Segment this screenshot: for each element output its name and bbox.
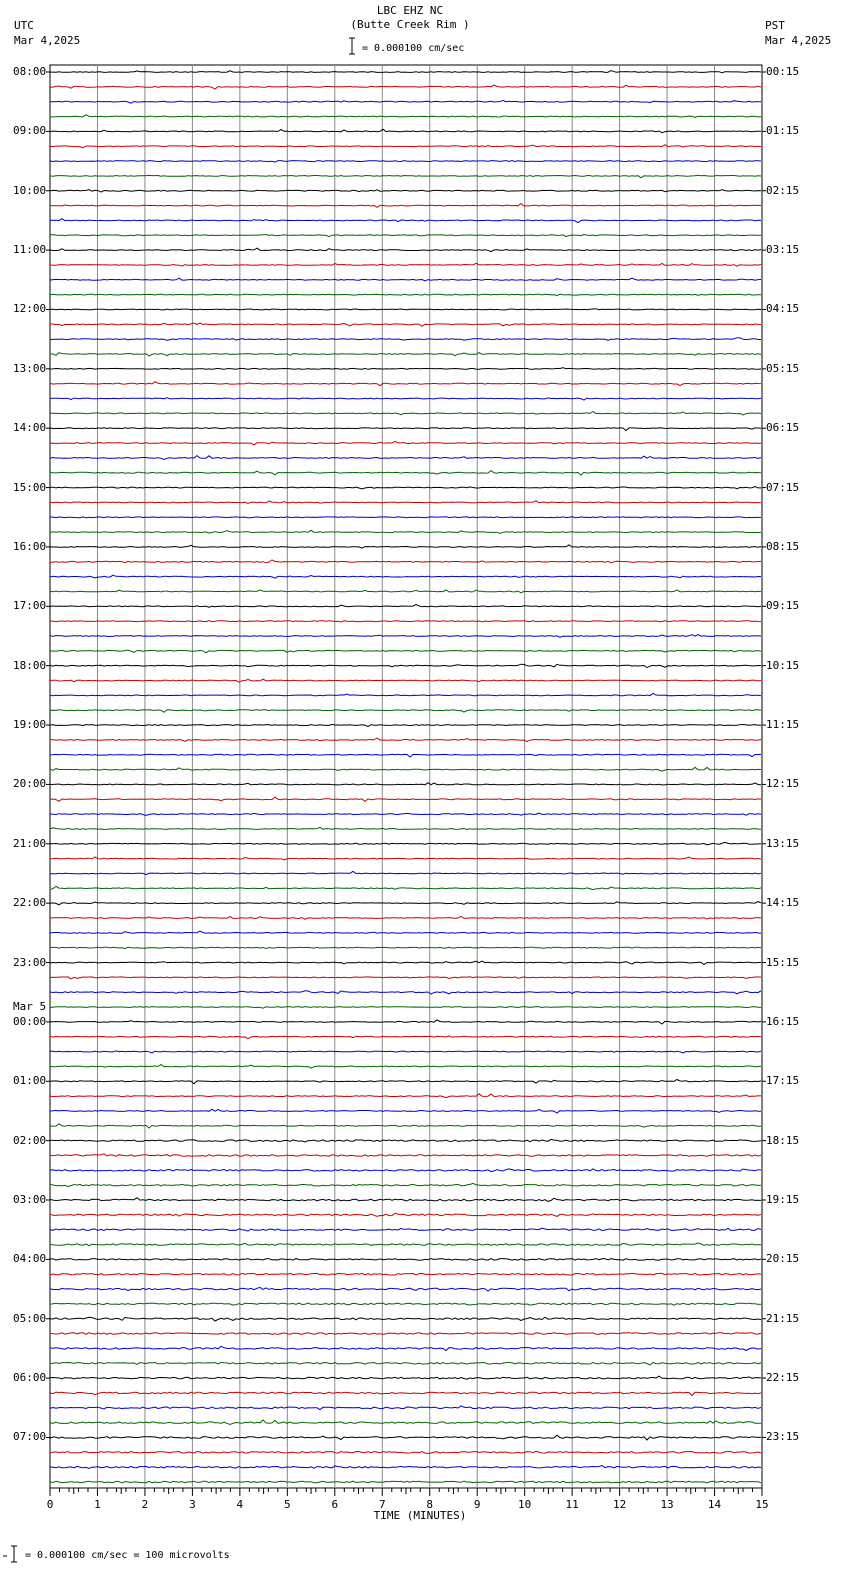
scale-text: = 0.000100 cm/sec [362, 43, 465, 54]
seismic-trace [50, 1481, 761, 1483]
seismic-trace [50, 1287, 761, 1291]
utc-hour-label: 20:00 [13, 777, 47, 791]
pst-hour-label: 09:15 [766, 599, 800, 613]
pst-hour-label: 16:15 [766, 1014, 800, 1028]
seismic-trace [50, 1169, 761, 1172]
x-tick-label: 7 [378, 1498, 386, 1511]
pst-hour-label: 17:15 [766, 1074, 800, 1088]
seismic-trace [50, 278, 761, 281]
seismic-trace [50, 441, 761, 445]
seismic-trace [50, 263, 761, 266]
seismic-trace [50, 1036, 761, 1039]
seismic-trace [50, 428, 761, 431]
seismic-trace [50, 1362, 761, 1365]
seismic-trace [50, 1183, 761, 1186]
seismic-trace [50, 1198, 761, 1202]
seismic-trace [50, 977, 761, 979]
seismic-trace [50, 175, 761, 178]
utc-hour-label: 13:00 [13, 361, 47, 375]
pst-hour-label: 13:15 [766, 836, 800, 850]
seismic-trace [50, 471, 761, 475]
seismic-trace [50, 1303, 761, 1305]
pst-hour-label: 19:15 [766, 1193, 800, 1206]
pst-hour-label: 15:15 [766, 955, 800, 969]
utc-hour-label: 19:00 [13, 718, 47, 732]
seismic-trace [50, 1392, 761, 1396]
seismic-trace [50, 947, 761, 948]
seismic-trace [50, 1451, 761, 1453]
seismic-trace [50, 575, 761, 578]
seismic-trace [50, 664, 761, 667]
date-change-label: Mar 5 [13, 999, 47, 1013]
seismic-trace [50, 1020, 761, 1024]
seismic-trace [50, 797, 761, 801]
utc-hour-label: 16:00 [13, 539, 47, 553]
seismic-trace [50, 1317, 761, 1321]
seismic-trace [50, 1213, 761, 1216]
seismic-trace [50, 1466, 761, 1469]
seismic-trace [50, 1406, 761, 1410]
seismic-trace [50, 1094, 761, 1098]
seismic-trace [50, 1080, 761, 1084]
seismic-trace [50, 783, 761, 785]
pst-date: Mar 4,2025 [765, 34, 832, 47]
seismic-trace [50, 679, 761, 682]
utc-hour-label: 06:00 [13, 1371, 47, 1385]
x-tick-label: 13 [660, 1498, 674, 1511]
pst-hour-label: 00:15 [766, 65, 800, 78]
seismic-trace [50, 1228, 761, 1231]
utc-hour-label: 15:00 [13, 480, 47, 494]
utc-hour-label: 03:00 [13, 1193, 47, 1206]
seismic-trace [50, 323, 761, 326]
pst-hour-label: 20:15 [766, 1252, 800, 1266]
seismic-trace [50, 560, 761, 563]
seismic-trace [50, 1109, 761, 1113]
utc-hour-label: 17:00 [13, 599, 47, 613]
seismic-trace [50, 517, 761, 518]
seismic-trace [50, 827, 761, 829]
x-tick-label: 14 [707, 1498, 722, 1511]
seismic-trace [50, 842, 761, 845]
seismic-trace [50, 190, 761, 193]
seismic-trace [50, 382, 761, 386]
seismic-trace [50, 813, 761, 815]
seismic-trace [50, 991, 761, 994]
x-tick-label: 10 [518, 1498, 532, 1511]
seismic-trace [50, 309, 761, 310]
seismic-trace [50, 161, 761, 163]
seismic-trace [50, 767, 761, 771]
utc-label: UTC [14, 19, 34, 32]
utc-hour-label: 10:00 [13, 183, 47, 197]
x-axis-label: TIME (MINUTES) [373, 1509, 467, 1522]
seismic-trace [50, 1154, 761, 1157]
utc-hour-label: 07:00 [13, 1430, 47, 1444]
pst-hour-label: 02:15 [766, 183, 800, 197]
x-tick-label: 15 [755, 1498, 769, 1511]
pst-label: PST [765, 19, 785, 32]
x-tick-label: 3 [189, 1498, 196, 1511]
seismic-trace [50, 115, 761, 118]
x-tick-label: 2 [141, 1498, 149, 1511]
seismic-trace [50, 916, 761, 919]
seismic-trace [50, 754, 761, 757]
seismic-trace [50, 1243, 761, 1246]
pst-hour-label: 14:15 [766, 896, 800, 910]
utc-hour-label: 23:00 [13, 955, 47, 969]
seismic-trace [50, 1139, 761, 1142]
seismic-trace [50, 1346, 761, 1350]
seismic-trace [50, 145, 761, 148]
seismic-trace [50, 605, 761, 608]
pst-hour-label: 22:15 [766, 1371, 800, 1385]
seismic-trace [50, 501, 761, 504]
x-tick-label: 8 [426, 1498, 434, 1511]
x-tick-label: 6 [331, 1498, 339, 1511]
station-location: (Butte Creek Rim ) [350, 18, 470, 31]
seismic-trace [50, 709, 761, 712]
seismic-trace [50, 204, 761, 208]
pst-hour-label: 01:15 [766, 124, 800, 138]
utc-hour-label: 01:00 [13, 1074, 47, 1088]
x-tick-label: 4 [236, 1498, 244, 1511]
utc-hour-label: 00:00 [13, 1014, 47, 1028]
utc-hour-label: 04:00 [13, 1252, 47, 1266]
utc-hour-label: 09:00 [13, 124, 47, 138]
x-tick-label: 1 [94, 1498, 101, 1511]
seismic-trace [50, 1420, 761, 1425]
seismic-trace [50, 1273, 761, 1275]
pst-hour-label: 10:15 [766, 658, 800, 672]
pst-hour-label: 23:15 [766, 1430, 800, 1444]
seismic-trace [50, 635, 761, 638]
utc-hour-label: 21:00 [13, 836, 47, 850]
x-tick-label: 9 [473, 1498, 481, 1511]
pst-hour-label: 07:15 [766, 480, 800, 494]
utc-hour-label: 18:00 [13, 658, 47, 672]
seismic-trace [50, 1435, 761, 1440]
seismic-trace [50, 235, 761, 237]
pst-hour-label: 21:15 [766, 1311, 800, 1325]
utc-hour-label: 08:00 [13, 65, 47, 78]
seismic-trace [50, 338, 761, 341]
utc-hour-label: 14:00 [13, 421, 47, 435]
x-tick-label: 0 [46, 1498, 54, 1511]
seismic-trace [50, 738, 761, 742]
pst-hour-label: 05:15 [766, 361, 800, 375]
seismic-trace [50, 456, 761, 460]
seismic-trace [50, 590, 761, 593]
seismic-trace [50, 931, 761, 933]
seismic-trace [50, 129, 761, 132]
seismic-trace [50, 530, 761, 533]
station-title: LBC EHZ NC [376, 4, 444, 17]
seismic-trace [50, 71, 761, 73]
pst-hour-label: 04:15 [766, 302, 800, 316]
footer-scale-note: = 0.000100 cm/sec = 100 microvolts [25, 1550, 230, 1561]
seismic-trace [50, 871, 761, 874]
seismic-trace [50, 1259, 761, 1261]
x-tick-label: 12 [612, 1498, 627, 1511]
seismic-trace [50, 487, 761, 489]
seismic-trace [50, 412, 761, 416]
utc-hour-label: 11:00 [13, 243, 47, 257]
pst-hour-label: 12:15 [766, 777, 800, 791]
seismic-trace [50, 545, 761, 548]
seismic-trace [50, 353, 761, 356]
seismic-trace [50, 857, 761, 860]
seismic-trace [50, 886, 761, 889]
seismic-trace [50, 650, 761, 653]
seismic-trace [50, 248, 761, 252]
x-tick-label: 5 [284, 1498, 291, 1511]
seismic-trace [50, 85, 761, 89]
seismic-trace [50, 1065, 761, 1069]
pst-hour-label: 03:15 [766, 243, 800, 257]
seismic-trace [50, 1007, 761, 1009]
seismic-trace [50, 724, 761, 726]
seismic-trace [50, 693, 761, 696]
seismic-trace [50, 1124, 761, 1128]
x-tick-label: 11 [565, 1498, 579, 1511]
seismic-trace [50, 621, 761, 622]
seismic-trace [50, 219, 761, 223]
seismic-trace [50, 398, 761, 400]
seismic-trace [50, 294, 761, 295]
seismic-trace [50, 1376, 761, 1379]
pst-hour-label: 18:15 [766, 1133, 800, 1147]
seismic-trace [50, 902, 761, 905]
pst-hour-label: 11:15 [766, 718, 800, 732]
utc-hour-label: 22:00 [13, 896, 47, 910]
pst-hour-label: 08:15 [766, 539, 800, 553]
utc-hour-label: 05:00 [13, 1311, 47, 1325]
seismic-trace [50, 100, 761, 103]
utc-hour-label: 12:00 [13, 302, 47, 316]
utc-date: Mar 4,2025 [14, 34, 81, 47]
seismic-trace [50, 1051, 761, 1053]
seismic-trace [50, 1333, 761, 1335]
seismic-trace [50, 368, 761, 370]
pst-hour-label: 06:15 [766, 421, 800, 435]
utc-hour-label: 02:00 [13, 1133, 47, 1147]
seismic-trace [50, 961, 761, 964]
